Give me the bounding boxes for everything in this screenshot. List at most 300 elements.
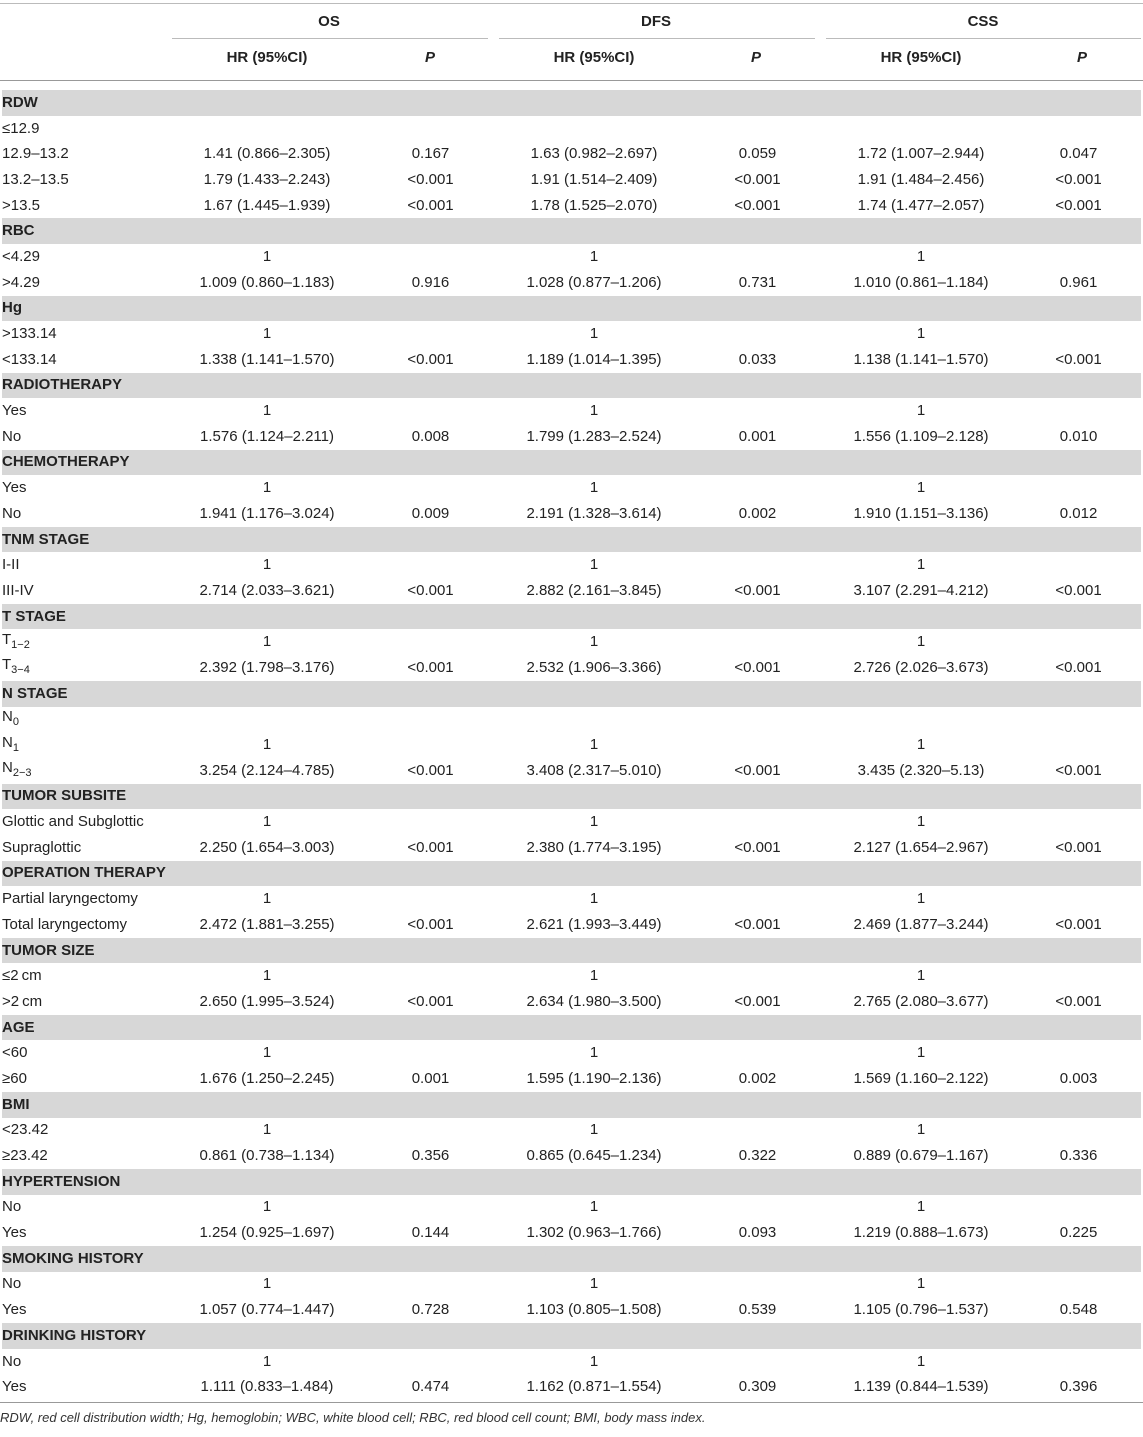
- cell-dfs-hr: 1.302 (0.963–1.766): [526, 1224, 662, 1242]
- cell-dfs-p: [689, 475, 826, 501]
- cell-dfs-p: [689, 398, 826, 424]
- cell-dfs-p: 0.731: [738, 273, 777, 291]
- row-label-subscript: 2−3: [12, 767, 32, 780]
- row-label-cell: [2, 270, 172, 296]
- cell-css-hr: 1.010 (0.861–1.184): [853, 273, 989, 291]
- cell-os-hr: 1: [262, 1121, 272, 1139]
- section-header-row: [2, 218, 1141, 244]
- cell-os-p: [362, 398, 499, 424]
- row-label-cell: [2, 886, 172, 912]
- cell-dfs-p: 0.033: [738, 350, 777, 368]
- cell-dfs-hr: 1.595 (1.190–2.136): [526, 1069, 662, 1087]
- cell-dfs-p: [689, 1040, 826, 1066]
- cell-css-p: 0.012: [1059, 504, 1098, 522]
- cell-os-p: [362, 963, 499, 989]
- cell-css-hr: 1: [916, 967, 926, 985]
- cell-dfs-p: <0.001: [734, 915, 781, 933]
- cell-os-hr: [172, 707, 362, 733]
- row-label: N: [2, 707, 13, 725]
- group-header-dfs: DFS: [641, 13, 671, 30]
- table-row: [2, 141, 1141, 167]
- cell-css-p: <0.001: [1055, 196, 1102, 214]
- cell-css-p: 0.396: [1059, 1378, 1098, 1396]
- cell-os-p: [362, 629, 499, 655]
- table-header: [0, 0, 1143, 90]
- cell-css-p: [1016, 1195, 1141, 1221]
- cell-os-hr: 2.472 (1.881–3.255): [199, 915, 335, 933]
- row-label: <4.29: [2, 247, 40, 265]
- cell-os-hr: 1.254 (0.925–1.697): [199, 1224, 335, 1242]
- section-title: T STAGE: [2, 604, 1141, 630]
- cell-os-p: [362, 475, 499, 501]
- cell-os-hr: 1.67 (1.445–1.939): [203, 196, 331, 214]
- table-row: [2, 1349, 1141, 1375]
- row-label: ≥60: [2, 1069, 27, 1087]
- table-row: [2, 501, 1141, 527]
- results-table: [2, 90, 1141, 1400]
- cell-css-hr: 1: [916, 813, 926, 831]
- cell-os-p: <0.001: [407, 658, 454, 676]
- table-row: [2, 1272, 1141, 1298]
- section-header-row: [2, 373, 1141, 399]
- cell-os-hr: 1.057 (0.774–1.447): [199, 1301, 335, 1319]
- row-label-cell: [2, 707, 172, 733]
- cell-os-hr: 1.009 (0.860–1.183): [199, 273, 335, 291]
- cell-os-p: [362, 1040, 499, 1066]
- group-underline-dfs: [499, 38, 815, 39]
- table-row: [2, 475, 1141, 501]
- cell-os-p: 0.008: [411, 427, 450, 445]
- cell-dfs-hr: 1: [589, 247, 599, 265]
- cell-dfs-p: 0.002: [738, 504, 777, 522]
- table-row: [2, 321, 1141, 347]
- cell-dfs-p: [689, 732, 826, 758]
- row-label: Glottic and Subglottic: [2, 813, 144, 831]
- row-label-cell: [2, 552, 172, 578]
- cell-dfs-hr: 1: [589, 1275, 599, 1293]
- table-row: [2, 398, 1141, 424]
- cell-css-p: [1016, 732, 1141, 758]
- cell-dfs-p: [689, 552, 826, 578]
- table-row: [2, 1195, 1141, 1221]
- cell-os-hr: 1.576 (1.124–2.211): [200, 427, 334, 445]
- row-label-cell: [2, 347, 172, 373]
- row-label: ≤12.9: [2, 119, 40, 137]
- table-footnote: RDW, red cell distribution width; Hg, hemoglobin; WBC, white blood cell; RBC, red blood cell count; BMI, body mass index.: [0, 1410, 706, 1425]
- cell-os-p: [362, 1195, 499, 1221]
- table-row: [2, 1297, 1141, 1323]
- row-label-subscript: 1: [12, 741, 19, 754]
- section-header-row: [2, 1092, 1141, 1118]
- cell-css-p: [1016, 1349, 1141, 1375]
- cell-css-p: <0.001: [1055, 761, 1102, 779]
- row-label-cell: [2, 629, 172, 655]
- group-header-css: CSS: [967, 13, 999, 30]
- cell-os-p: 0.144: [411, 1224, 450, 1242]
- cell-os-hr: 1: [262, 736, 272, 754]
- cell-dfs-hr: 1: [589, 967, 599, 985]
- cell-os-p: 0.001: [411, 1069, 450, 1087]
- cell-css-p: [1016, 1118, 1141, 1144]
- row-label-cell: [2, 141, 172, 167]
- cell-css-p: [1016, 244, 1141, 270]
- row-label: ≤2 cm: [2, 967, 42, 985]
- row-label: <133.14: [2, 350, 57, 368]
- section-title: HYPERTENSION: [2, 1169, 1141, 1195]
- cell-css-p: <0.001: [1055, 915, 1102, 933]
- cell-os-hr: 2.650 (1.995–3.524): [199, 992, 335, 1010]
- cell-css-p: [1016, 629, 1141, 655]
- row-label-cell: [2, 1195, 172, 1221]
- row-label: No: [2, 1198, 22, 1216]
- cell-os-p: [362, 707, 499, 733]
- section-header-row: [2, 938, 1141, 964]
- table-row: [2, 629, 1141, 655]
- cell-dfs-hr: 1.103 (0.805–1.508): [526, 1301, 662, 1319]
- cell-os-hr: 1.338 (1.141–1.570): [199, 350, 335, 368]
- section-title: RADIOTHERAPY: [2, 373, 1141, 399]
- cell-css-hr: 1.556 (1.109–2.128): [853, 427, 989, 445]
- row-label: Supraglottic: [2, 838, 82, 856]
- row-label-cell: [2, 732, 172, 758]
- table-row: [2, 116, 1141, 142]
- row-label-cell: [2, 1143, 172, 1169]
- cell-os-hr: 2.714 (2.033–3.621): [199, 581, 335, 599]
- row-label: >133.14: [2, 325, 57, 343]
- row-label: No: [2, 1352, 22, 1370]
- cell-css-hr: 1: [916, 247, 926, 265]
- bottom-rule: [0, 1402, 1143, 1403]
- section-header-row: [2, 784, 1141, 810]
- cell-os-hr: 1: [262, 1198, 272, 1216]
- table-row: [2, 244, 1141, 270]
- cell-css-hr: 3.107 (2.291–4.212): [853, 581, 989, 599]
- cell-dfs-p: <0.001: [734, 196, 781, 214]
- cell-css-hr: 1.91 (1.484–2.456): [857, 170, 985, 188]
- row-label: Yes: [2, 402, 27, 420]
- group-underline-os: [172, 38, 488, 39]
- row-label-subscript: 1−2: [11, 638, 30, 651]
- cell-os-hr: 1.941 (1.176–3.024): [199, 504, 335, 522]
- cell-os-hr: 1: [262, 247, 272, 265]
- cell-os-hr: 0.861 (0.738–1.134): [199, 1147, 335, 1165]
- cell-os-p: 0.916: [411, 273, 450, 291]
- cell-css-p: <0.001: [1055, 170, 1102, 188]
- row-label-cell: [2, 116, 172, 142]
- section-title: AGE: [2, 1015, 1141, 1041]
- row-label: No: [2, 427, 22, 445]
- cell-os-p: [362, 809, 499, 835]
- cell-os-p: 0.474: [411, 1378, 450, 1396]
- section-header-row: [2, 1015, 1141, 1041]
- cell-dfs-hr: 1: [589, 402, 599, 420]
- cell-os-p: <0.001: [407, 170, 454, 188]
- row-label-cell: [2, 963, 172, 989]
- cell-dfs-p: [689, 886, 826, 912]
- cell-dfs-hr: 1: [589, 479, 599, 497]
- cell-dfs-hr: 1: [589, 1121, 599, 1139]
- row-label: Total laryngectomy: [2, 915, 128, 933]
- cell-dfs-p: 0.001: [738, 427, 777, 445]
- cell-os-p: [362, 1349, 499, 1375]
- cell-os-hr: 1: [262, 633, 272, 651]
- cell-css-hr: 1.74 (1.477–2.057): [857, 196, 985, 214]
- table-row: [2, 963, 1141, 989]
- col-header-dfs-hr: HR (95%CI): [553, 49, 635, 66]
- section-header-row: [2, 681, 1141, 707]
- section-header-row: [2, 604, 1141, 630]
- cell-css-p: [1016, 809, 1141, 835]
- cell-css-p: 0.548: [1059, 1301, 1098, 1319]
- cell-os-hr: 1: [262, 479, 272, 497]
- section-title: TNM STAGE: [2, 527, 1141, 553]
- cell-css-hr: 2.127 (1.654–2.967): [853, 838, 989, 856]
- cell-css-p: 0.961: [1059, 273, 1098, 291]
- section-title: RBC: [2, 218, 1141, 244]
- cell-dfs-hr: 1.799 (1.283–2.524): [526, 427, 662, 445]
- cell-css-hr: 1: [916, 633, 926, 651]
- col-header-css-hr: HR (95%CI): [880, 49, 962, 66]
- cell-css-hr: 1: [916, 1275, 926, 1293]
- section-title: SMOKING HISTORY: [2, 1246, 1141, 1272]
- table-row: [2, 707, 1141, 733]
- section-header-row: [2, 1246, 1141, 1272]
- cell-os-hr: 1.676 (1.250–2.245): [199, 1069, 335, 1087]
- cell-css-hr: [826, 707, 1016, 733]
- cell-dfs-hr: 2.621 (1.993–3.449): [526, 915, 662, 933]
- cell-css-hr: 3.435 (2.320–5.13): [857, 761, 985, 779]
- row-label-cell: [2, 989, 172, 1015]
- row-label-cell: [2, 193, 172, 219]
- row-label-cell: [2, 1040, 172, 1066]
- row-label: >4.29: [2, 273, 40, 291]
- table-row: [2, 732, 1141, 758]
- cell-os-p: <0.001: [407, 992, 454, 1010]
- cell-dfs-hr: 1: [589, 556, 599, 574]
- cell-dfs-hr: 2.634 (1.980–3.500): [526, 992, 662, 1010]
- cell-os-hr: 1: [262, 1352, 272, 1370]
- section-title: CHEMOTHERAPY: [2, 450, 1141, 476]
- cell-css-hr: 1: [916, 325, 926, 343]
- cell-os-p: [362, 321, 499, 347]
- row-label: Yes: [2, 1224, 27, 1242]
- cell-os-p: <0.001: [407, 196, 454, 214]
- cell-os-p: <0.001: [407, 761, 454, 779]
- cell-css-hr: 1: [916, 402, 926, 420]
- section-header-row: [2, 527, 1141, 553]
- cell-dfs-p: 0.309: [738, 1378, 777, 1396]
- table-row: [2, 655, 1141, 681]
- row-label-cell: [2, 1272, 172, 1298]
- section-header-row: [2, 1169, 1141, 1195]
- table-row: [2, 1374, 1141, 1400]
- cell-os-p: <0.001: [407, 915, 454, 933]
- row-label: I-II: [2, 556, 20, 574]
- row-label: 12.9–13.2: [2, 145, 69, 163]
- cell-dfs-hr: 1.78 (1.525–2.070): [530, 196, 658, 214]
- row-label-cell: [2, 1349, 172, 1375]
- cell-dfs-p: [689, 321, 826, 347]
- section-title: TUMOR SUBSITE: [2, 784, 1141, 810]
- cell-os-p: 0.728: [411, 1301, 450, 1319]
- cell-css-hr: 1.105 (0.796–1.537): [853, 1301, 989, 1319]
- table-row: [2, 809, 1141, 835]
- cell-dfs-p: [689, 244, 826, 270]
- cell-css-p: [1016, 475, 1141, 501]
- row-label-cell: [2, 809, 172, 835]
- cell-css-hr: 1.219 (0.888–1.673): [853, 1224, 989, 1242]
- cell-dfs-p: [689, 116, 826, 142]
- cell-dfs-hr: 1.162 (0.871–1.554): [526, 1378, 662, 1396]
- table-row: [2, 989, 1141, 1015]
- cell-dfs-p: <0.001: [734, 838, 781, 856]
- row-label: III-IV: [2, 581, 34, 599]
- cell-css-p: [1016, 707, 1141, 733]
- table-row: [2, 758, 1141, 784]
- row-label-cell: [2, 1374, 172, 1400]
- cell-css-p: <0.001: [1055, 992, 1102, 1010]
- cell-css-hr: 1.72 (1.007–2.944): [857, 145, 985, 163]
- cell-os-hr: 1.111 (0.833–1.484): [200, 1378, 334, 1396]
- cell-os-hr: 1: [262, 967, 272, 985]
- cell-css-hr: 1.910 (1.151–3.136): [853, 504, 989, 522]
- cell-os-p: [362, 1118, 499, 1144]
- cell-dfs-hr: 1: [589, 325, 599, 343]
- cell-os-p: 0.356: [411, 1147, 450, 1165]
- cell-css-hr: 1: [916, 1198, 926, 1216]
- cell-dfs-p: <0.001: [734, 170, 781, 188]
- row-label-cell: [2, 501, 172, 527]
- cell-css-hr: 1: [916, 556, 926, 574]
- row-label: No: [2, 504, 22, 522]
- row-label-cell: [2, 1066, 172, 1092]
- section-title: BMI: [2, 1092, 1141, 1118]
- cell-dfs-p: 0.322: [738, 1147, 777, 1165]
- cell-css-hr: 0.889 (0.679–1.167): [853, 1147, 989, 1165]
- cell-os-p: [362, 732, 499, 758]
- row-label-cell: [2, 475, 172, 501]
- section-header-row: [2, 90, 1141, 116]
- row-label: Yes: [2, 1301, 27, 1319]
- cell-os-hr: 1: [262, 556, 272, 574]
- cell-os-hr: 1.41 (0.866–2.305): [203, 145, 331, 163]
- cell-css-p: <0.001: [1055, 350, 1102, 368]
- row-label: >2 cm: [2, 992, 43, 1010]
- row-label-subscript: 0: [12, 715, 19, 728]
- cell-dfs-p: 0.002: [738, 1069, 777, 1087]
- row-label: >13.5: [2, 196, 40, 214]
- cell-os-hr: 1: [262, 813, 272, 831]
- cell-os-p: <0.001: [407, 581, 454, 599]
- cell-dfs-hr: [499, 707, 689, 733]
- cell-dfs-p: 0.539: [738, 1301, 777, 1319]
- row-label-cell: [2, 655, 172, 681]
- cell-os-hr: 1: [262, 890, 272, 908]
- cell-dfs-hr: 1.028 (0.877–1.206): [526, 273, 662, 291]
- cell-dfs-hr: 3.408 (2.317–5.010): [526, 761, 662, 779]
- row-label: T: [2, 630, 12, 648]
- header-rule: [0, 80, 1143, 81]
- row-label: Yes: [2, 1378, 27, 1396]
- cell-os-hr: 1: [262, 1275, 272, 1293]
- cell-css-hr: [826, 116, 1016, 142]
- row-label-cell: [2, 1297, 172, 1323]
- cell-dfs-p: <0.001: [734, 658, 781, 676]
- cell-css-hr: 1: [916, 890, 926, 908]
- cell-css-hr: 1.569 (1.160–2.122): [853, 1069, 989, 1087]
- cell-os-p: [362, 116, 499, 142]
- cell-os-p: [362, 552, 499, 578]
- cell-css-p: 0.336: [1059, 1147, 1098, 1165]
- row-label: <23.42: [2, 1121, 49, 1139]
- cell-os-p: <0.001: [407, 350, 454, 368]
- table-row: [2, 886, 1141, 912]
- cell-css-p: 0.225: [1059, 1224, 1098, 1242]
- section-title: DRINKING HISTORY: [2, 1323, 1141, 1349]
- cell-dfs-hr: 1: [589, 813, 599, 831]
- cell-dfs-hr: 2.380 (1.774–3.195): [526, 838, 662, 856]
- cell-css-hr: 1: [916, 736, 926, 754]
- cell-os-p: <0.001: [407, 838, 454, 856]
- row-label-cell: [2, 578, 172, 604]
- cell-css-p: [1016, 963, 1141, 989]
- cell-css-p: 0.010: [1059, 427, 1098, 445]
- cell-os-hr: 1.79 (1.433–2.243): [203, 170, 331, 188]
- cell-css-p: [1016, 116, 1141, 142]
- row-label-cell: [2, 1118, 172, 1144]
- cell-dfs-hr: 1.91 (1.514–2.409): [530, 170, 658, 188]
- cell-css-p: 0.003: [1059, 1069, 1098, 1087]
- cell-css-hr: 2.726 (2.026–3.673): [853, 658, 989, 676]
- table-row: [2, 1066, 1141, 1092]
- cell-dfs-hr: 1: [589, 1198, 599, 1216]
- table-row: [2, 912, 1141, 938]
- section-header-row: [2, 1323, 1141, 1349]
- row-label-cell: [2, 244, 172, 270]
- cell-css-hr: 2.469 (1.877–3.244): [853, 915, 989, 933]
- cell-css-p: 0.047: [1059, 145, 1098, 163]
- cell-css-p: [1016, 1272, 1141, 1298]
- table-row: [2, 347, 1141, 373]
- group-header-os: OS: [318, 13, 340, 30]
- row-label: No: [2, 1275, 22, 1293]
- table-row: [2, 270, 1141, 296]
- cell-os-p: [362, 886, 499, 912]
- cell-dfs-hr: 1: [589, 1352, 599, 1370]
- cell-os-hr: [172, 116, 362, 142]
- table-row: [2, 1118, 1141, 1144]
- cell-dfs-p: [689, 1272, 826, 1298]
- cell-dfs-hr: 0.865 (0.645–1.234): [526, 1147, 662, 1165]
- cell-css-hr: 2.765 (2.080–3.677): [853, 992, 989, 1010]
- cell-dfs-p: <0.001: [734, 992, 781, 1010]
- cell-os-hr: 2.392 (1.798–3.176): [199, 658, 335, 676]
- row-label-cell: [2, 758, 172, 784]
- cell-css-p: [1016, 321, 1141, 347]
- cell-dfs-p: [689, 1118, 826, 1144]
- cell-dfs-hr: 1.189 (1.014–1.395): [526, 350, 662, 368]
- cell-dfs-p: [689, 1195, 826, 1221]
- table-row: [2, 1220, 1141, 1246]
- table-row: [2, 835, 1141, 861]
- table-row: [2, 552, 1141, 578]
- cell-css-p: [1016, 552, 1141, 578]
- cell-css-hr: 1.138 (1.141–1.570): [853, 350, 989, 368]
- section-title: OPERATION THERAPY: [2, 861, 1141, 887]
- table-row: [2, 1040, 1141, 1066]
- cell-os-hr: 1: [262, 402, 272, 420]
- cell-dfs-hr: 2.532 (1.906–3.366): [526, 658, 662, 676]
